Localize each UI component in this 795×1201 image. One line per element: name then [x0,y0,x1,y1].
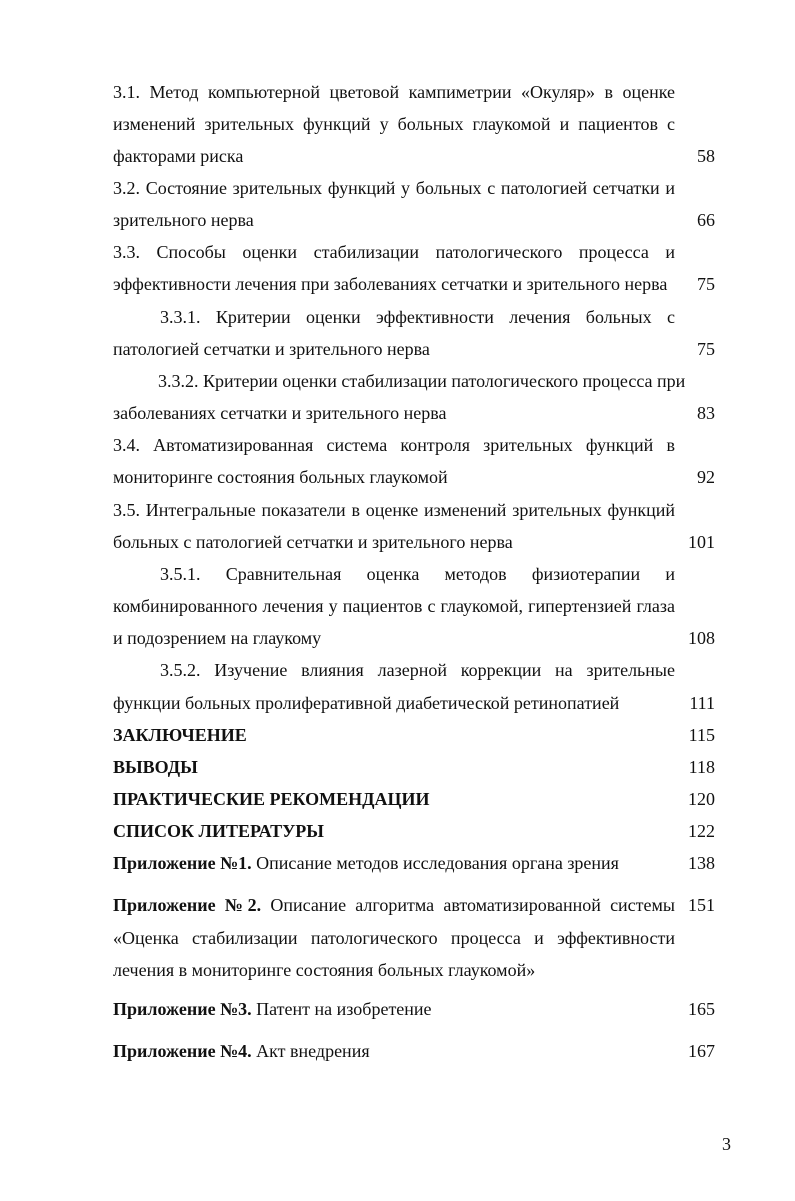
appendix-2-label: Приложение №2. [113,895,262,915]
toc-page-references: 122 [688,821,715,841]
appendix-3-label: Приложение №3. [113,999,252,1019]
appendix-2-page: 151 [688,895,715,915]
toc-page-3-5-1: 108 [688,628,715,648]
toc-entry-3-5-1-line-1: 3.5.1. Сравнительная оценка методов физиотерапии и [160,564,675,584]
toc-entry-3-5-2-line-2: функции больных пролиферативной диабетической ретинопатией [113,693,620,713]
toc-page-recommendations: 120 [688,789,715,809]
appendix-4-text: Акт внедрения [256,1041,370,1061]
appendix-1-entry [113,851,675,875]
toc-entry-recommendations: ПРАКТИЧЕСКИЕ РЕКОМЕНДАЦИИ [113,789,430,809]
toc-page-3-3-1: 75 [697,339,715,359]
appendix-1-label: Приложение №1. [113,853,252,873]
toc-entry-3-3-1-line-2: патологией сетчатки и зрительного нерва [113,339,430,359]
toc-entry-3-3-1-line-1: 3.3.1. Критерии оценки эффективности лечения больных с [160,307,675,327]
toc-page-3-4: 92 [697,467,715,487]
appendix-2-entry-line-2: «Оценка стабилизации патологического процесса и эффективности [113,928,675,948]
toc-entry-3-5-line-2: больных с патологией сетчатки и зрительного нерва [113,532,513,552]
footer-page-number: 3 [722,1134,731,1154]
toc-entry-3-5-1-line-2: комбинированного лечения у пациентов с глаукомой, гипертензией глаза [113,596,675,616]
appendix-2-entry-line-1 [113,893,675,917]
appendix-3-entry [113,997,675,1021]
appendix-1-text: Описание методов исследования органа зрения [256,853,619,873]
toc-entry-3-3-2-line-2: заболеваниях сетчатки и зрительного нерва [113,403,447,423]
appendix-4-entry [113,1039,675,1063]
toc-entry-3-5-line-1: 3.5. Интегральные показатели в оценке изменений зрительных функций [113,500,675,520]
appendix-4-label: Приложение №4. [113,1041,252,1061]
toc-entry-3-2-line-1: 3.2. Состояние зрительных функций у больных с патологией сетчатки и [113,178,675,198]
toc-page-findings: 118 [688,757,715,777]
toc-entry-3-4-line-1: 3.4. Автоматизированная система контроля зрительных функций в [113,435,675,455]
toc-page-3-5: 101 [688,532,715,552]
toc-entry-3-1-line-1: 3.1. Метод компьютерной цветовой кампиметрии «Окуляр» в оценке [113,82,675,102]
toc-page-3-3: 75 [697,274,715,294]
toc-entry-3-1-line-2: изменений зрительных функций у больных глаукомой и пациентов с [113,114,675,134]
toc-entry-3-3-2-line-1: 3.3.2. Критерии оценки стабилизации патологического процесса при [158,371,686,391]
toc-page-3-1: 58 [697,146,715,166]
toc-entry-3-5-1-line-3: и подозрением на глаукому [113,628,322,648]
toc-entry-3-3-line-2: эффективности лечения при заболеваниях сетчатки и зрительного нерва [113,274,668,294]
appendix-2-text-line-1: Описание алгоритма автоматизированной системы [270,895,676,915]
appendix-4-page: 167 [688,1041,715,1061]
toc-page-conclusion: 115 [688,725,715,745]
toc-entry-conclusion: ЗАКЛЮЧЕНИЕ [113,725,247,745]
toc-entry-3-5-2-line-1: 3.5.2. Изучение влияния лазерной коррекции на зрительные [160,660,675,680]
toc-entry-findings: ВЫВОДЫ [113,757,198,777]
toc-page-3-2: 66 [697,210,715,230]
toc-entry-3-1-line-3: факторами риска [113,146,244,166]
toc-entry-references: СПИСОК ЛИТЕРАТУРЫ [113,821,324,841]
toc-entry-3-2-line-2: зрительного нерва [113,210,254,230]
toc-page-3-5-2: 111 [689,693,715,713]
appendix-3-page: 165 [688,999,715,1019]
toc-entry-3-4-line-2: мониторинге состояния больных глаукомой [113,467,448,487]
appendix-3-text: Патент на изобретение [256,999,432,1019]
toc-page-3-3-2: 83 [697,403,715,423]
appendix-1-page: 138 [688,853,715,873]
toc-entry-3-3-line-1: 3.3. Способы оценки стабилизации патологического процесса и [113,242,675,262]
appendix-2-entry-line-3: лечения в мониторинге состояния больных глаукомой» [113,960,536,980]
